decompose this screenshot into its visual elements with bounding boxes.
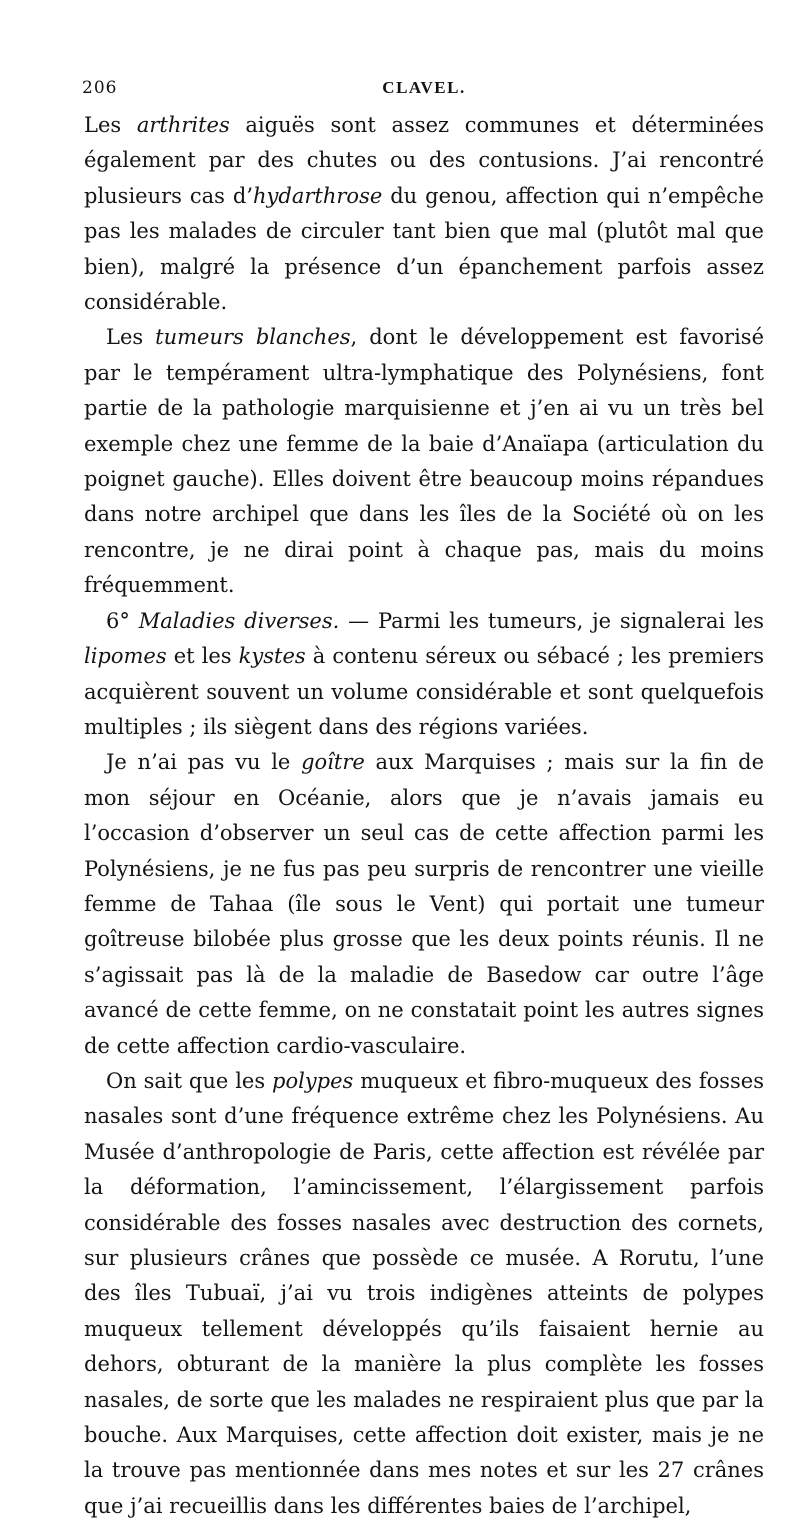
book-page: [84, 72, 764, 1524]
text-run: à contenu séreux ou sébacé ; les premiers acquièrent souvent un volume considérable et sont quelquefois multiples ; ils siègent dans des régions variées.: [84, 644, 764, 739]
text-run: du genou, affection qui n’empêche pas les malades de circuler tant bien que mal (plutôt mal que bien), malgré la présence d’un épanchement parfois assez considérable.: [84, 183, 764, 315]
paragraph-arthrites: [84, 108, 764, 320]
running-title: CLAVEL.: [382, 78, 466, 97]
paragraph-maladies-diverses: [84, 604, 764, 746]
page-number: 206: [82, 78, 118, 98]
italic-term: tumeurs blanches: [155, 325, 351, 350]
text-run: , dont le développement est favorisé par le tempérament ultra-lymphatique des Polynésiens, font partie de la pathologie marquisienne et j’en ai vu un très bel exemple chez une femme de la baie d’Anaïapa (articulation du poignet gauche). Elles doivent être beaucoup moins répandues dans notre archipel que dans les îles de la Société où on les rencontre, je ne dirai point à chaque pas, mais du moins fréquemment.: [84, 325, 765, 598]
italic-term: kystes: [238, 644, 306, 669]
body-text: [84, 108, 764, 1524]
italic-term: lipomes: [84, 644, 167, 669]
text-run: aiguës sont assez communes et déterminées également par des chutes ou des contusions. J’ai rencontré plusieurs cas d’: [84, 113, 765, 208]
paragraph-polypes: [84, 1064, 764, 1524]
text-run: Je n’ai pas vu le: [106, 750, 302, 775]
paragraph-tumeurs-blanches: [84, 320, 764, 603]
text-run: Les: [106, 325, 156, 350]
paragraph-goitre: [84, 745, 764, 1064]
running-head: [84, 72, 764, 108]
italic-term: polypes: [272, 1068, 354, 1093]
italic-term: arthrites: [136, 113, 230, 137]
text-run: 6°: [106, 608, 139, 633]
text-run: aux Marquises ; mais sur la fin de mon séjour en Océanie, alors que je n’avais jamais eu l’occasion d’observer un seul cas de cette affection parmi les Polynésiens, je ne fus pas peu surpris de rencontrer une vieille femme de Tahaa (île sous le Vent) qui portait une tumeur goîtreuse bilobée plus grosse que les deux points réunis. Il ne s’agissait pas là de la maladie de Basedow car outre l’âge avancé de cette femme, on ne constatait point les autres signes de cette affection cardio-vasculaire.: [84, 750, 765, 1058]
italic-term: hydarthrose: [253, 183, 383, 208]
italic-term: Maladies diverses.: [138, 608, 340, 633]
text-run: muqueux et fibro-muqueux des fosses nasales sont d’une fréquence extrême chez les Polynésiens. Au Musée d’anthropologie de Paris, cette affection est révélée par la déformation, l’amincissement, l’élargissement parfois considérable des fosses nasales avec destruction des cornets, sur plusieurs crânes que possède ce musée. A Rorutu, l’une des îles Tubuaï, j’ai vu trois indigènes atteints de polypes muqueux tellement développés qu’ils faisaient hernie au dehors, obturant de la manière la plus complète les fosses nasales, de sorte que les malades ne respiraient plus que par la bouche. Aux Marquises, cette affection doit exister, mais je ne la trouve pas mentionnée dans mes notes et sur les 27 crânes que j’ai recueillis dans les différentes baies de l’archipel,: [84, 1068, 764, 1518]
text-run: On sait que les: [106, 1068, 272, 1093]
text-run: Les: [84, 113, 137, 137]
text-run: — Parmi les tumeurs, je signalerai les: [339, 608, 764, 633]
italic-term: goître: [301, 750, 365, 775]
text-run: et les: [166, 644, 239, 669]
